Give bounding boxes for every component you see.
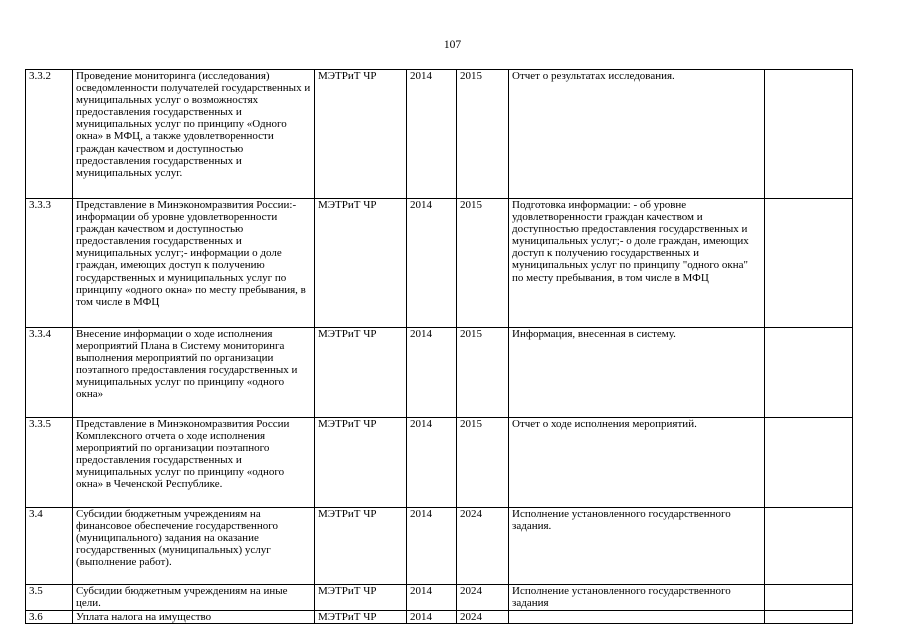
table-row (26, 328, 853, 418)
expected-result (509, 611, 765, 624)
end-year: 2015 (457, 70, 509, 199)
table-row (26, 199, 853, 328)
measure-name: Уплата налога на имущество (73, 611, 315, 624)
row-number: 3.3.5 (26, 418, 73, 508)
table-row (26, 508, 853, 585)
extra-cell (765, 508, 853, 585)
expected-result: Исполнение установленного государственного задания. (509, 508, 765, 585)
responsible-org: МЭТРиТ ЧР (315, 199, 407, 328)
measure-name: Внесение информации о ходе исполнения мероприятий Плана в Систему мониторинга выполнения мероприятий по организации поэтапного предоставления государственных и муниципальных услуг по принципу «одного окна» (73, 328, 315, 418)
expected-result: Отчет о ходе исполнения мероприятий. (509, 418, 765, 508)
measure-name: Субсидии бюджетным учреждениям на финансовое обеспечение государственного (муниципального) задания на оказание государственных (муниципальных) услуг (выполнение работ). (73, 508, 315, 585)
end-year: 2024 (457, 508, 509, 585)
end-year: 2015 (457, 418, 509, 508)
responsible-org: МЭТРиТ ЧР (315, 418, 407, 508)
end-year: 2024 (457, 611, 509, 624)
measures-table (25, 69, 853, 624)
end-year: 2015 (457, 199, 509, 328)
start-year: 2014 (407, 70, 457, 199)
start-year: 2014 (407, 199, 457, 328)
extra-cell (765, 611, 853, 624)
page-number: 107 (443, 39, 462, 51)
extra-cell (765, 585, 853, 611)
responsible-org: МЭТРиТ ЧР (315, 70, 407, 199)
responsible-org: МЭТРиТ ЧР (315, 611, 407, 624)
row-number: 3.4 (26, 508, 73, 585)
expected-result: Информация, внесенная в систему. (509, 328, 765, 418)
table-row (26, 418, 853, 508)
row-number: 3.3.3 (26, 199, 73, 328)
responsible-org: МЭТРиТ ЧР (315, 508, 407, 585)
table-row (26, 585, 853, 611)
row-number: 3.5 (26, 585, 73, 611)
responsible-org: МЭТРиТ ЧР (315, 585, 407, 611)
measure-name: Представление в Минэкономразвития России Комплексного отчета о ходе исполнения мероприятий по организации поэтапного предоставления государственных и муниципальных услуг по принципу «одного окна» в Чеченской Республике. (73, 418, 315, 508)
responsible-org: МЭТРиТ ЧР (315, 328, 407, 418)
extra-cell (765, 70, 853, 199)
end-year: 2015 (457, 328, 509, 418)
table-row (26, 611, 853, 624)
start-year: 2014 (407, 328, 457, 418)
start-year: 2014 (407, 418, 457, 508)
expected-result: Отчет о результатах исследования. (509, 70, 765, 199)
table-row (26, 70, 853, 199)
measure-name: Проведение мониторинга (исследования) осведомленности получателей государственных и муниципальных услуг о возможностях предоставления государственных и муниципальных услуг по принципу «Одного окна» в МФЦ, а также удовлетворенности граждан качеством и доступностью предоставления государственных и муниципальных услуг. (73, 70, 315, 199)
measure-name: Субсидии бюджетным учреждениям на иные цели. (73, 585, 315, 611)
expected-result: Исполнение установленного государственного задания (509, 585, 765, 611)
extra-cell (765, 328, 853, 418)
expected-result: Подготовка информации: - об уровне удовлетворенности граждан качеством и доступностью предоставления государственных и муниципальных услуг;- о доле граждан, имеющих доступ к получению государственных и муниципальных услуг по принципу "одного окна" по месту пребывания, в том числе в МФЦ (509, 199, 765, 328)
start-year: 2014 (407, 508, 457, 585)
row-number: 3.3.2 (26, 70, 73, 199)
start-year: 2014 (407, 585, 457, 611)
end-year: 2024 (457, 585, 509, 611)
row-number: 3.6 (26, 611, 73, 624)
start-year: 2014 (407, 611, 457, 624)
extra-cell (765, 418, 853, 508)
measure-name: Представление в Минэкономразвития России:- информации об уровне удовлетворенности граждан качеством и доступностью предоставления государственных и муниципальных услуг;- информации о доле граждан, имеющих доступ к получению государственных и муниципальных услуг по принципу «одного окна» по месту пребывания, в том числе в МФЦ (73, 199, 315, 328)
extra-cell (765, 199, 853, 328)
row-number: 3.3.4 (26, 328, 73, 418)
